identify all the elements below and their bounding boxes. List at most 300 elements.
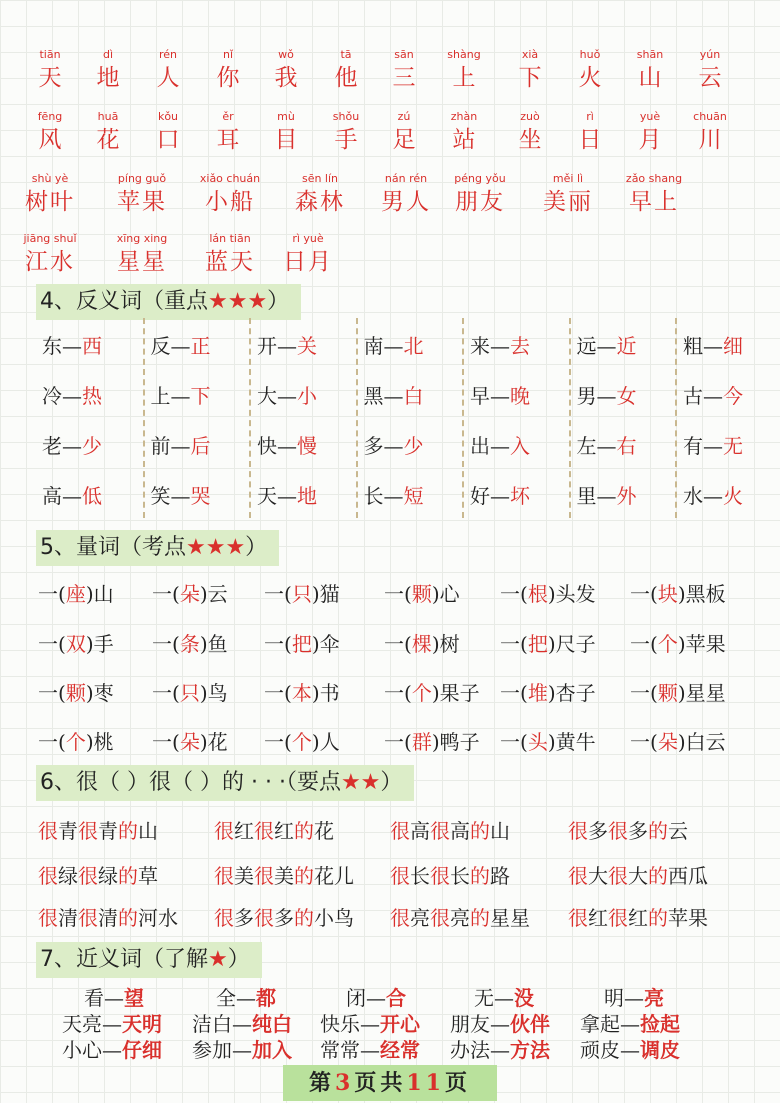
section-title: 4、反义词（重点 <box>40 289 208 314</box>
measure-word: 颗 <box>657 681 678 705</box>
hanzi-text: 小船 <box>205 189 255 215</box>
noun: 星星 <box>685 681 726 705</box>
synonym-pair <box>580 1008 680 1037</box>
measure-word: 座 <box>65 582 86 606</box>
adjective: 多 <box>274 906 294 930</box>
hanzi-text: 月 <box>638 127 662 153</box>
hanzi-text: 人 <box>156 65 180 91</box>
antonym-pair <box>470 330 530 359</box>
antonym-pair <box>42 380 102 409</box>
synonym-answer: 调皮 <box>640 1038 680 1062</box>
hanzi-text: 坐 <box>518 127 542 153</box>
adjective: 亮 <box>410 906 430 930</box>
antonym-answer: 细 <box>723 334 743 358</box>
adjective: 清 <box>58 906 78 930</box>
pinyin-text: lán tiān <box>209 232 251 245</box>
hanzi-text: 森林 <box>295 189 345 215</box>
dash: — <box>490 334 510 358</box>
antonym-pair <box>470 480 530 509</box>
antonym-pair <box>257 430 317 459</box>
measure-word: 头 <box>527 730 548 754</box>
pinyin-cell <box>611 172 697 218</box>
synonym-word: 看 <box>84 986 104 1010</box>
hen-hen-de-phrase <box>38 815 158 844</box>
measure-word-item <box>38 677 114 706</box>
pinyin-text: wǒ <box>278 48 294 61</box>
hanzi-text: 日月 <box>283 249 333 275</box>
hen-keyword: 很 <box>214 906 234 930</box>
synonym-word: 常常 <box>320 1038 360 1062</box>
numeral: 一 <box>500 681 520 705</box>
hen-hen-de-phrase <box>214 815 334 844</box>
de-keyword: 的 <box>118 906 138 930</box>
adjective: 绿 <box>58 864 78 888</box>
dash: — <box>102 1038 122 1062</box>
dash: — <box>360 1038 380 1062</box>
antonym-word: 冷 <box>42 384 62 408</box>
antonym-pair <box>470 430 530 459</box>
antonym-word: 反 <box>150 334 171 358</box>
noun: 花儿 <box>314 864 354 888</box>
dash: — <box>232 1038 252 1062</box>
measure-word: 朵 <box>179 582 200 606</box>
antonym-pair <box>683 480 743 509</box>
antonym-word: 古 <box>683 384 703 408</box>
measure-word: 堆 <box>527 681 548 705</box>
hanzi-text: 目 <box>274 127 298 153</box>
synonym-pair <box>192 1008 292 1037</box>
numeral: 一 <box>264 582 284 606</box>
paren: ) <box>199 632 208 656</box>
noun: 黄牛 <box>555 730 596 754</box>
dash: — <box>232 1012 252 1036</box>
synonym-word: 无 <box>474 986 494 1010</box>
pinyin-cell <box>277 172 363 218</box>
numeral: 一 <box>38 632 58 656</box>
paren: ) <box>547 632 556 656</box>
hanzi-text: 男人 <box>381 189 431 215</box>
numeral: 一 <box>152 632 172 656</box>
synonym-answer: 没 <box>514 986 534 1010</box>
antonym-answer: 下 <box>190 384 211 408</box>
synonym-pair <box>346 982 406 1011</box>
hanzi-text: 你 <box>216 65 240 91</box>
hanzi-text: 下 <box>518 65 542 91</box>
measure-word: 颗 <box>411 582 432 606</box>
noun: 果子 <box>439 681 480 705</box>
measure-word-item <box>384 578 460 607</box>
pinyin-text: zǎo shang <box>625 172 683 185</box>
antonym-pair <box>577 430 637 459</box>
antonym-pair <box>683 330 743 359</box>
hen-keyword: 很 <box>78 819 98 843</box>
antonym-word: 有 <box>683 434 703 458</box>
pinyin-cell <box>187 232 273 278</box>
hen-hen-de-heading <box>36 765 414 801</box>
synonym-pair <box>604 982 664 1011</box>
hen-keyword: 很 <box>78 864 98 888</box>
hanzi-text: 树叶 <box>25 189 75 215</box>
dash: — <box>277 484 297 508</box>
antonym-answer: 火 <box>723 484 743 508</box>
de-keyword: 的 <box>118 819 138 843</box>
dash: — <box>383 484 404 508</box>
paren: ) <box>677 582 686 606</box>
measure-word: 群 <box>411 730 432 754</box>
star-rating: ★★★ <box>208 289 268 314</box>
numeral: 一 <box>500 632 520 656</box>
hen-hen-de-phrase <box>568 815 688 844</box>
noun: 苹果 <box>668 906 708 930</box>
measure-word-item <box>38 726 114 755</box>
paren: ( <box>404 730 412 754</box>
dash: — <box>277 334 297 358</box>
dash: — <box>277 434 297 458</box>
noun: 伞 <box>319 632 340 656</box>
footer-label: 页 <box>444 1070 471 1096</box>
noun: 鸟 <box>207 681 228 705</box>
synonym-word: 办法 <box>450 1038 490 1062</box>
adjective: 青 <box>58 819 78 843</box>
hen-keyword: 很 <box>214 819 234 843</box>
pinyin-text: péng yǒu <box>454 172 506 185</box>
dash: — <box>383 334 404 358</box>
dash: — <box>596 434 617 458</box>
dash: — <box>170 434 191 458</box>
adjective: 长 <box>410 864 430 888</box>
paren: ( <box>172 582 180 606</box>
synonym-pair <box>320 1008 420 1037</box>
antonym-pair <box>683 380 743 409</box>
measure-word: 棵 <box>411 632 432 656</box>
hen-keyword: 很 <box>254 864 274 888</box>
pinyin-cell <box>265 232 351 278</box>
de-keyword: 的 <box>648 864 668 888</box>
antonym-pair <box>364 380 424 409</box>
measure-word-item <box>38 578 114 607</box>
de-keyword: 的 <box>648 819 668 843</box>
measure-word-item <box>264 578 340 607</box>
measure-words-heading <box>36 530 279 566</box>
de-keyword: 的 <box>648 906 668 930</box>
hen-hen-de-phrase <box>390 902 530 931</box>
paren: ) <box>199 582 208 606</box>
numeral: 一 <box>38 730 58 754</box>
antonym-pair <box>364 330 424 359</box>
antonym-pair <box>42 480 102 509</box>
footer-label: 共 <box>380 1070 407 1096</box>
paren: ) <box>431 730 440 754</box>
hanzi-text: 美丽 <box>543 189 593 215</box>
paren: ( <box>284 681 292 705</box>
antonym-word: 南 <box>363 334 384 358</box>
pinyin-text: yuè <box>639 110 661 123</box>
dash: — <box>170 384 191 408</box>
paren: ) <box>85 730 94 754</box>
synonym-answer: 合 <box>386 986 406 1010</box>
measure-word-item <box>264 677 340 706</box>
dash: — <box>102 1012 122 1036</box>
footer-label: 页 <box>354 1070 381 1096</box>
paren: ( <box>650 632 658 656</box>
measure-word-item <box>630 578 726 607</box>
antonym-answer: 入 <box>510 434 530 458</box>
pinyin-text: chuān <box>693 110 727 123</box>
synonym-word: 朋友 <box>450 1012 490 1036</box>
antonym-answer: 小 <box>297 384 317 408</box>
antonym-answer: 外 <box>616 484 637 508</box>
noun: 心 <box>439 582 460 606</box>
antonym-word: 左 <box>576 434 597 458</box>
paren: ) <box>677 632 686 656</box>
hen-keyword: 很 <box>608 906 628 930</box>
hen-hen-de-phrase <box>214 860 354 889</box>
paren: ) <box>199 681 208 705</box>
dash: — <box>383 384 404 408</box>
de-keyword: 的 <box>470 906 490 930</box>
antonym-pair <box>42 330 102 359</box>
noun: 小鸟 <box>314 906 354 930</box>
hanzi-text: 川 <box>698 127 722 153</box>
hanzi-text: 站 <box>452 127 476 153</box>
noun: 尺子 <box>555 632 596 656</box>
synonym-word: 明 <box>604 986 624 1010</box>
noun: 白云 <box>685 730 726 754</box>
de-keyword: 的 <box>294 864 314 888</box>
adjective: 大 <box>628 864 648 888</box>
paren: ( <box>404 681 412 705</box>
synonym-answer: 仔细 <box>122 1038 162 1062</box>
noun: 头发 <box>555 582 596 606</box>
paren: ( <box>58 681 66 705</box>
dash: — <box>170 484 191 508</box>
paren: ( <box>58 582 66 606</box>
pinyin-row <box>0 232 780 292</box>
antonym-word: 远 <box>576 334 597 358</box>
antonym-word: 出 <box>470 434 490 458</box>
paren: ( <box>404 582 412 606</box>
pinyin-text: sēn lín <box>301 172 339 185</box>
page-footer <box>283 1065 497 1101</box>
pinyin-text: xīng xing <box>116 232 168 245</box>
noun: 山 <box>138 819 158 843</box>
paren: ( <box>58 632 66 656</box>
measure-word-item <box>384 628 460 657</box>
paren: ) <box>431 681 440 705</box>
pinyin-cell <box>525 172 611 218</box>
synonym-word: 小心 <box>62 1038 102 1062</box>
dash: — <box>624 986 644 1010</box>
paren: ) <box>311 681 320 705</box>
pinyin-text: ěr <box>222 110 234 123</box>
antonym-word: 黑 <box>363 384 384 408</box>
paren: ( <box>404 632 412 656</box>
measure-word-item <box>152 578 228 607</box>
synonym-pair <box>320 1034 420 1063</box>
pinyin-text: mù <box>277 110 295 123</box>
synonym-answer: 都 <box>256 986 276 1010</box>
pinyin-cell <box>187 172 273 218</box>
numeral: 一 <box>384 632 404 656</box>
paren: ( <box>58 730 66 754</box>
antonym-word: 老 <box>42 434 62 458</box>
antonym-word: 东 <box>42 334 62 358</box>
paren: ) <box>677 681 686 705</box>
synonym-answer: 亮 <box>644 986 664 1010</box>
synonym-pair <box>62 1034 162 1063</box>
antonym-word: 粗 <box>683 334 703 358</box>
paren: ) <box>311 730 320 754</box>
star-rating: ★★★ <box>186 535 246 560</box>
pinyin-text: nǐ <box>222 48 234 61</box>
antonym-answer: 无 <box>723 434 743 458</box>
measure-word: 把 <box>291 632 312 656</box>
hanzi-text: 朋友 <box>455 189 505 215</box>
pinyin-text: fēng <box>37 110 63 123</box>
adjective: 多 <box>628 819 648 843</box>
antonym-word: 好 <box>470 484 490 508</box>
noun: 书 <box>319 681 340 705</box>
pinyin-text: sān <box>394 48 414 61</box>
measure-word: 只 <box>179 681 200 705</box>
pinyin-cell <box>427 110 501 156</box>
antonym-answer: 地 <box>297 484 317 508</box>
paren: ( <box>284 632 292 656</box>
dash: — <box>62 334 82 358</box>
synonym-answer: 方法 <box>510 1038 550 1062</box>
dash: — <box>490 484 510 508</box>
synonym-answer: 加入 <box>252 1038 292 1062</box>
antonym-word: 早 <box>470 384 490 408</box>
paren: ( <box>172 730 180 754</box>
measure-word-item <box>152 628 228 657</box>
measure-word-item <box>500 628 596 657</box>
adjective: 红 <box>274 819 294 843</box>
adjective: 红 <box>234 819 254 843</box>
hanzi-text: 耳 <box>216 127 240 153</box>
antonym-answer: 哭 <box>190 484 211 508</box>
antonym-column <box>675 318 780 518</box>
adjective: 高 <box>450 819 470 843</box>
measure-word: 个 <box>411 681 432 705</box>
numeral: 一 <box>264 730 284 754</box>
numeral: 一 <box>38 582 58 606</box>
pinyin-text: shǒu <box>332 110 360 123</box>
dash: — <box>703 484 723 508</box>
adjective: 多 <box>588 819 608 843</box>
noun: 鱼 <box>207 632 228 656</box>
hanzi-text: 苹果 <box>117 189 167 215</box>
hanzi-text: 火 <box>578 65 602 91</box>
hen-keyword: 很 <box>430 864 450 888</box>
noun: 花 <box>207 730 228 754</box>
pinyin-row <box>0 48 780 108</box>
hanzi-text: 手 <box>334 127 358 153</box>
synonym-pair <box>62 1008 162 1037</box>
measure-word: 朵 <box>657 730 678 754</box>
noun: 花 <box>314 819 334 843</box>
section-title: 7、近义词（了解 <box>40 947 208 972</box>
measure-word: 个 <box>657 632 678 656</box>
pinyin-text: jiāng shuǐ <box>23 232 77 245</box>
adjective: 红 <box>588 906 608 930</box>
numeral: 一 <box>384 681 404 705</box>
hen-keyword: 很 <box>608 819 628 843</box>
noun: 黑板 <box>685 582 726 606</box>
synonym-word: 洁白 <box>192 1012 232 1036</box>
hen-keyword: 很 <box>568 819 588 843</box>
synonym-pair <box>580 1034 680 1063</box>
hanzi-text: 日 <box>578 127 602 153</box>
paren: ) <box>431 582 440 606</box>
pinyin-text: zú <box>397 110 411 123</box>
antonym-word: 男 <box>576 384 597 408</box>
paren: ( <box>650 681 658 705</box>
antonym-answer: 少 <box>82 434 102 458</box>
section-close: ） <box>227 947 250 972</box>
synonym-answer: 捡起 <box>640 1012 680 1036</box>
numeral: 一 <box>264 681 284 705</box>
adjective: 清 <box>98 906 118 930</box>
antonym-word: 多 <box>363 434 384 458</box>
noun: 河水 <box>138 906 178 930</box>
hanzi-text: 江水 <box>25 249 75 275</box>
hen-hen-de-phrase <box>390 860 510 889</box>
pinyin-cell <box>99 172 185 218</box>
antonym-pair <box>257 330 317 359</box>
dash: — <box>62 484 82 508</box>
paren: ) <box>85 681 94 705</box>
numeral: 一 <box>152 730 172 754</box>
synonym-answer: 天明 <box>122 1012 162 1036</box>
antonym-word: 大 <box>257 384 277 408</box>
hanzi-text: 三 <box>392 65 416 91</box>
synonym-word: 天亮 <box>62 1012 102 1036</box>
paren: ( <box>520 681 528 705</box>
synonym-pair <box>474 982 534 1011</box>
pinyin-cell <box>7 232 93 278</box>
noun: 路 <box>490 864 510 888</box>
measure-word-item <box>630 726 726 755</box>
antonym-pair <box>577 330 637 359</box>
noun: 手 <box>93 632 114 656</box>
noun: 杏子 <box>555 681 596 705</box>
antonym-answer: 少 <box>403 434 424 458</box>
pinyin-cell <box>673 48 747 94</box>
antonym-pair <box>470 380 530 409</box>
hen-keyword: 很 <box>38 819 58 843</box>
pinyin-text: rì <box>586 110 594 123</box>
numeral: 一 <box>384 730 404 754</box>
antonym-column <box>356 318 464 518</box>
pinyin-text: huǒ <box>579 48 601 61</box>
measure-word-item <box>500 726 596 755</box>
noun: 云 <box>668 819 688 843</box>
antonym-answer: 北 <box>403 334 424 358</box>
measure-word-item <box>500 578 596 607</box>
paren: ) <box>85 632 94 656</box>
antonym-answer: 坏 <box>510 484 530 508</box>
section-close: ） <box>267 289 290 314</box>
antonym-word: 笑 <box>150 484 171 508</box>
hanzi-text: 他 <box>334 65 358 91</box>
hen-keyword: 很 <box>568 864 588 888</box>
paren: ) <box>199 730 208 754</box>
noun: 山 <box>490 819 510 843</box>
hanzi-text: 口 <box>156 127 180 153</box>
antonym-pair <box>577 380 637 409</box>
measure-word-item <box>152 677 228 706</box>
